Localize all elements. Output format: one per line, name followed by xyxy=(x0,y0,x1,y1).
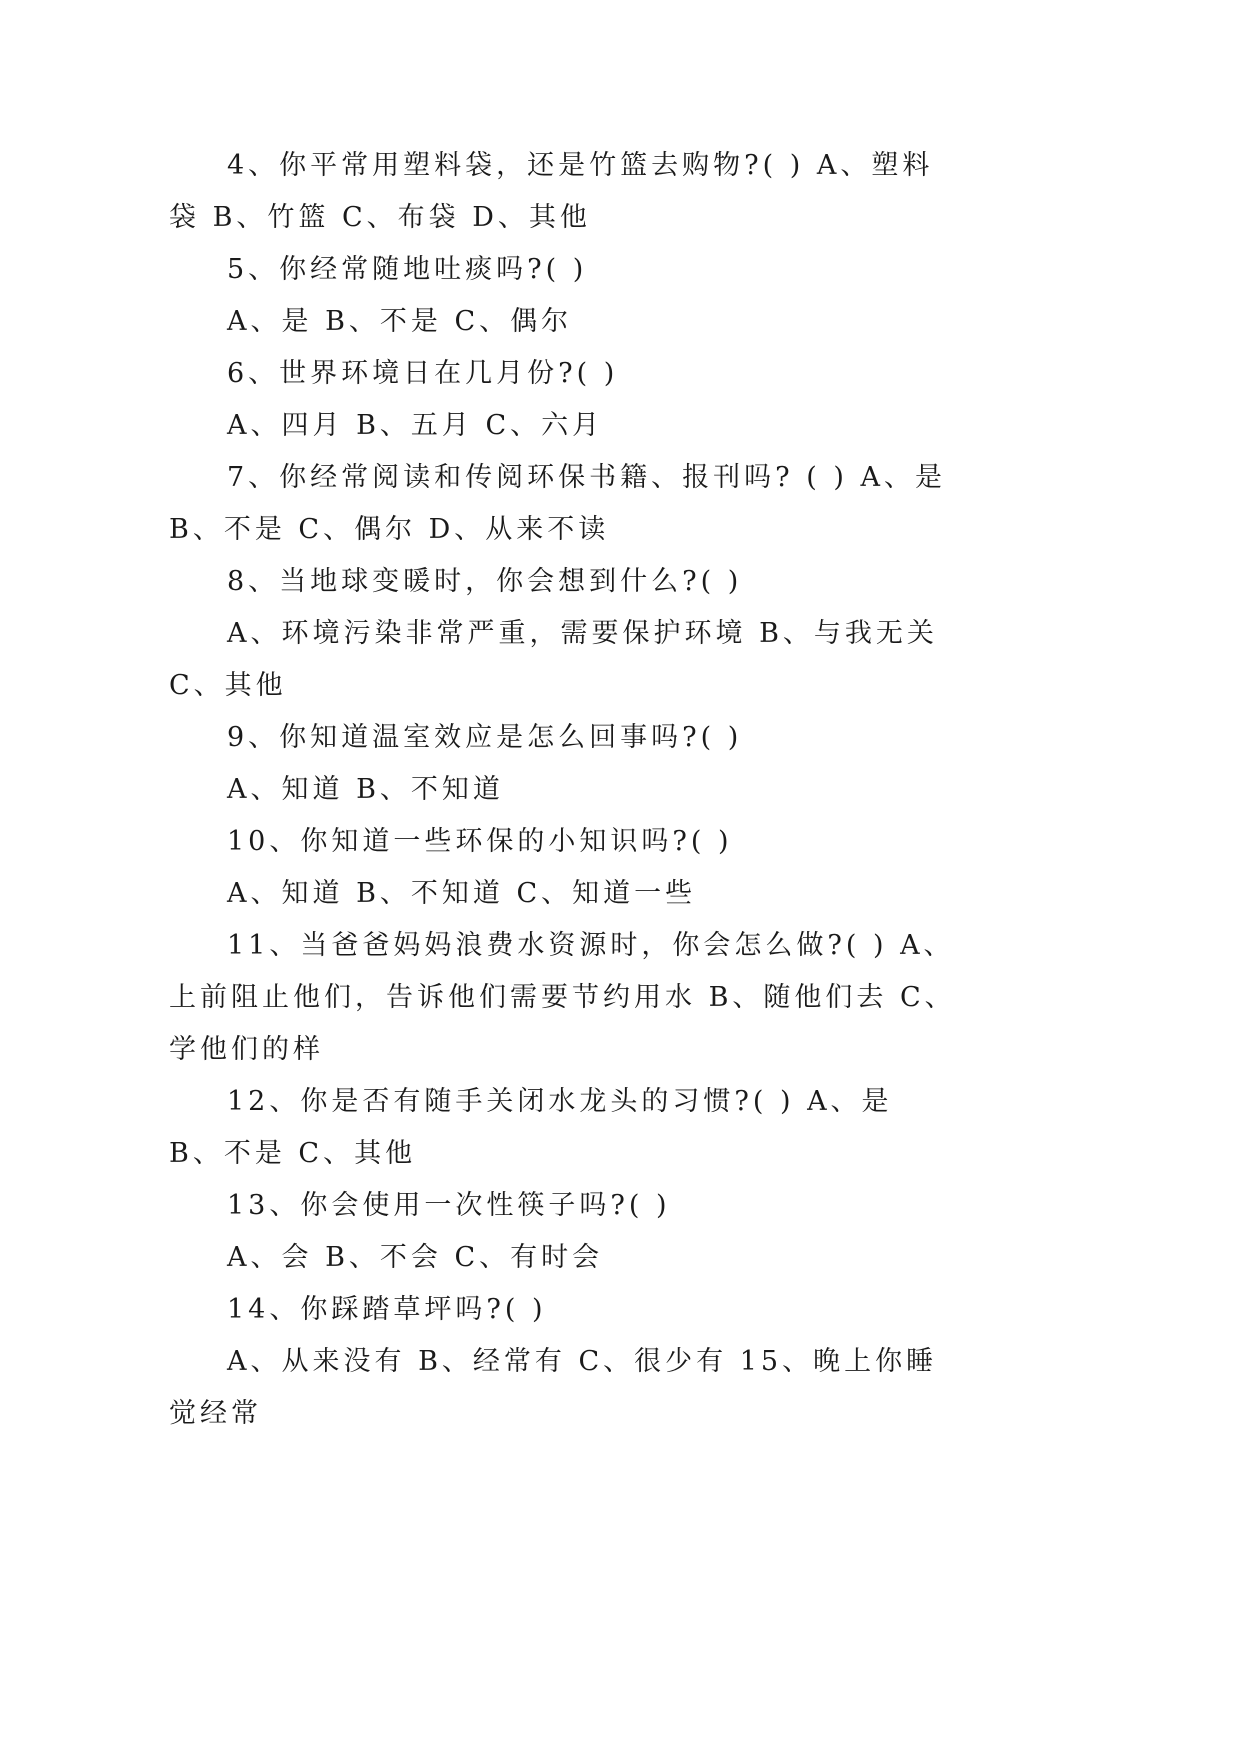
question-12: 12、你是否有随手关闭水龙头的习惯?( ) A、是 B、不是 C、其他 xyxy=(169,1086,893,1169)
question-4: 4、你平常用塑料袋，还是竹篮去购物?( ) A、塑料袋 B、竹篮 C、布袋 D、其他 xyxy=(169,150,934,233)
question-10: 10、你知道一些环保的小知识吗?( ) xyxy=(227,826,733,857)
question-7: 7、你经常阅读和传阅环保书籍、报刊吗? ( ) A、是 B、不是 C、偶尔 D、从来不读 xyxy=(169,462,946,545)
question-5: 5、你经常随地吐痰吗?( ) xyxy=(227,254,588,285)
question-13: 13、你会使用一次性筷子吗?( ) xyxy=(227,1190,671,1221)
question-10-options: A、知道 B、不知道 C、知道一些 xyxy=(227,878,697,909)
question-14-options: A、从来没有 B、经常有 C、很少有 15、晚上你睡觉经常 xyxy=(169,1346,938,1429)
question-6-options: A、四月 B、五月 C、六月 xyxy=(227,410,604,441)
question-5-options: A、是 B、不是 C、偶尔 xyxy=(227,306,573,337)
question-9: 9、你知道温室效应是怎么回事吗?( ) xyxy=(227,722,743,753)
question-8: 8、当地球变暖时，你会想到什么?( ) xyxy=(227,566,743,597)
question-8-options: A、环境污染非常严重，需要保护环境 B、与我无关 C、其他 xyxy=(169,618,938,701)
question-13-options: A、会 B、不会 C、有时会 xyxy=(227,1242,604,1273)
question-14: 14、你踩踏草坪吗?( ) xyxy=(227,1294,547,1325)
question-9-options: A、知道 B、不知道 xyxy=(227,774,504,805)
question-6: 6、世界环境日在几月份?( ) xyxy=(227,358,619,389)
document-body xyxy=(169,140,959,1440)
question-11: 11、当爸爸妈妈浪费水资源时，你会怎么做?( ) A、上前阻止他们，告诉他们需要节约用水 B、随他们去 C、学他们的样 xyxy=(169,930,956,1065)
